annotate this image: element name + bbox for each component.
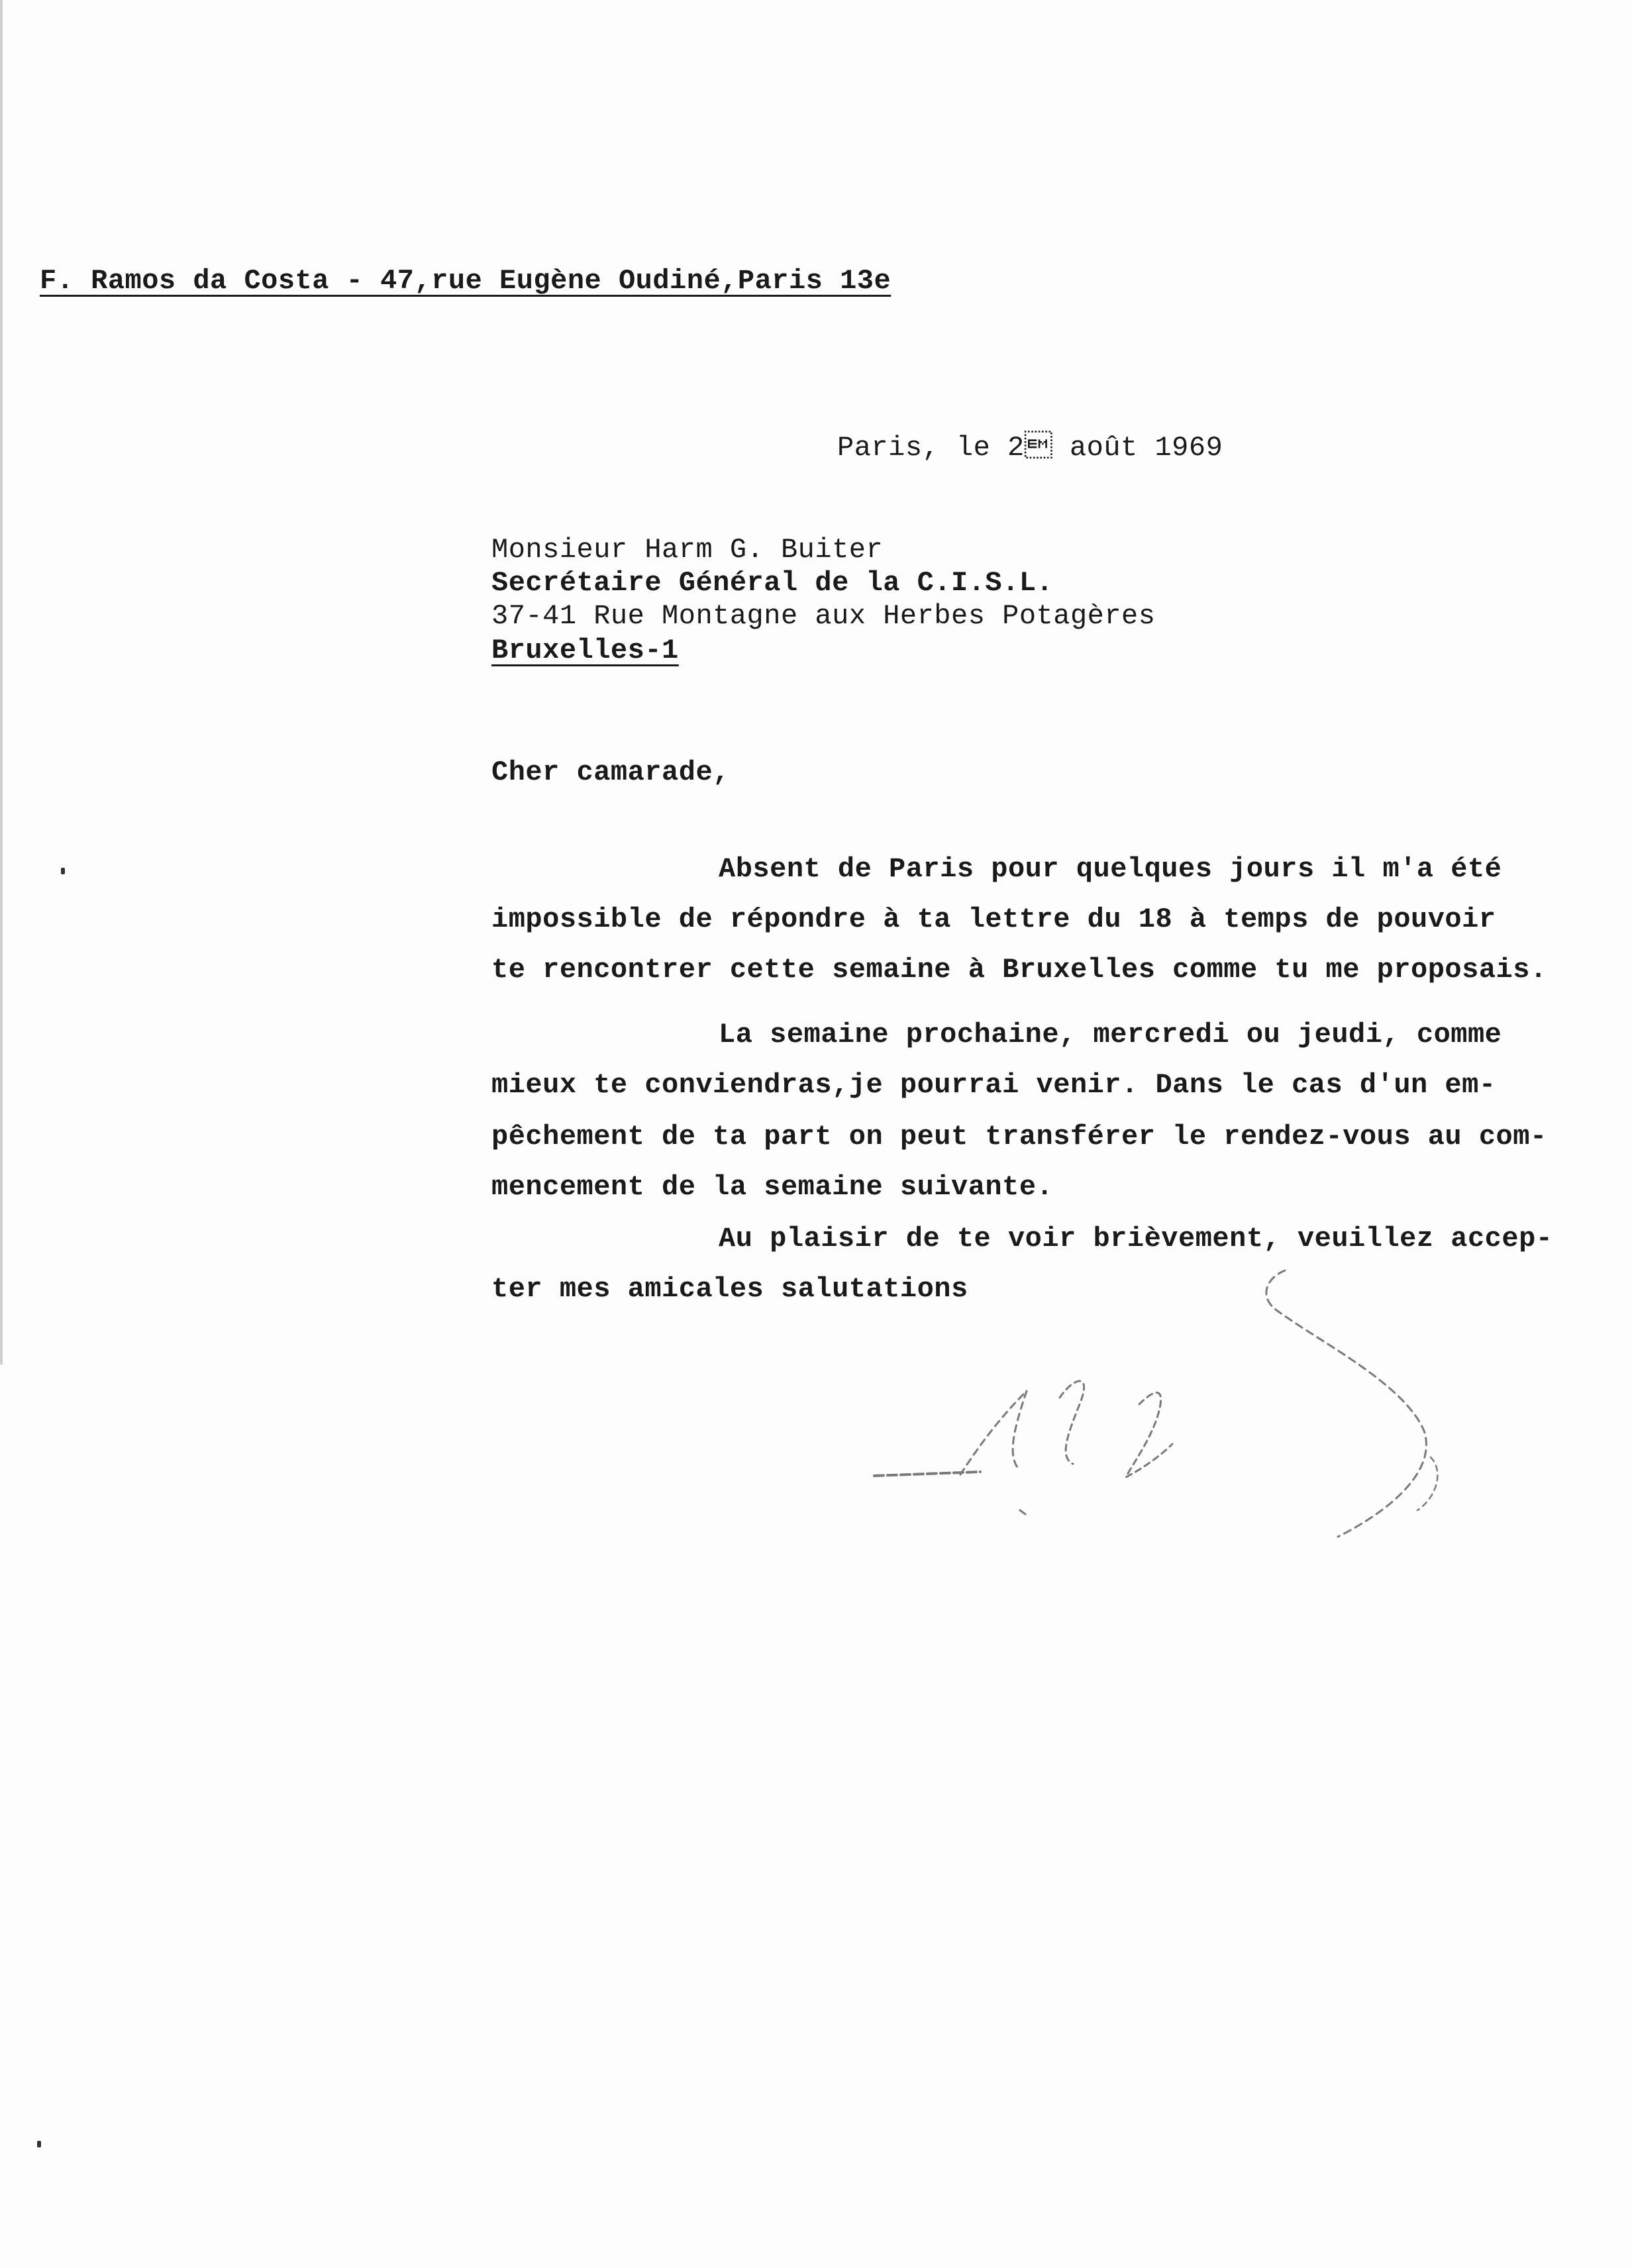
recipient-city: Bruxelles-1 bbox=[491, 635, 679, 666]
paragraph-2-line-2: mieux te conviendras,je pourrai venir. Dans le cas d'un em- bbox=[491, 1069, 1496, 1101]
handwritten-signature bbox=[861, 1259, 1470, 1603]
paragraph-1-line-2: impossible de répondre à ta lettre du 18 à temps de pouvoir bbox=[491, 903, 1496, 935]
paragraph-1-line-3: te rencontrer cette semaine à Bruxelles comme tu me proposais. bbox=[491, 954, 1547, 986]
recipient-name: Monsieur Harm G. Buiter bbox=[491, 534, 884, 566]
scan-speck bbox=[61, 868, 65, 874]
paragraph-2-line-4: mencement de la semaine suivante. bbox=[491, 1171, 1054, 1203]
salutation: Cher camarade, bbox=[491, 756, 730, 788]
paragraph-2-line-1: La semaine prochaine, mercredi ou jeudi, comme bbox=[719, 1019, 1502, 1051]
paragraph-1-line-1: Absent de Paris pour quelques jours il m'a été bbox=[719, 853, 1502, 885]
paragraph-2-line-3: pêchement de ta part on peut transférer le rendez-vous au com- bbox=[491, 1121, 1547, 1153]
date-line: Paris, le 2 août 1969 bbox=[837, 432, 1223, 464]
paragraph-3-line-1: Au plaisir de te voir brièvement, veuillez accep- bbox=[719, 1223, 1553, 1255]
paragraph-3-line-2: ter mes amicales salutations bbox=[491, 1273, 968, 1305]
recipient-street: 37-41 Rue Montagne aux Herbes Potagères bbox=[491, 600, 1156, 632]
sender-address-line: F. Ramos da Costa - 47,rue Eugène Oudiné,Paris 13e bbox=[40, 265, 892, 297]
scan-edge-shadow bbox=[0, 0, 3, 1365]
recipient-title: Secrétaire Général de la C.I.S.L. bbox=[491, 567, 1054, 599]
scan-speck bbox=[37, 2141, 41, 2147]
